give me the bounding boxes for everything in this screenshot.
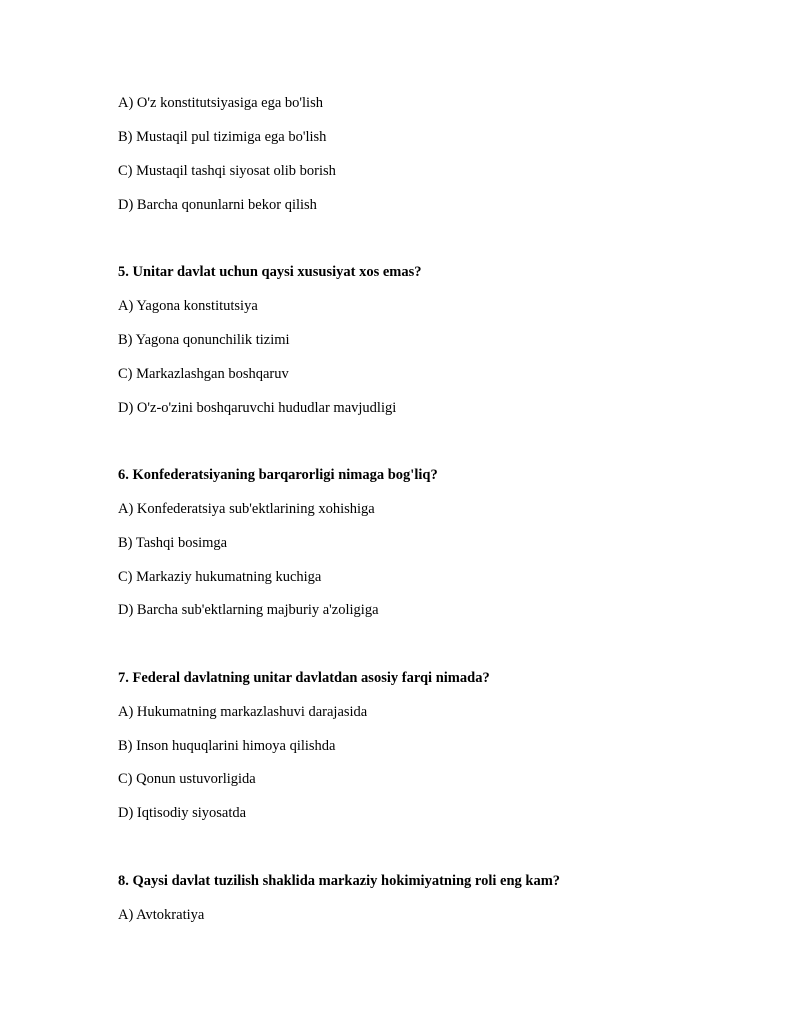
answer-option: A) Konfederatsiya sub'ektlarining xohishiga	[118, 501, 375, 517]
answer-option: D) Barcha qonunlarni bekor qilish	[118, 197, 317, 213]
question-heading: 5. Unitar davlat uchun qaysi xususiyat xos emas?	[118, 264, 422, 280]
answer-option: C) Qonun ustuvorligida	[118, 771, 256, 787]
answer-option: B) Mustaqil pul tizimiga ega bo'lish	[118, 129, 327, 145]
answer-option: C) Markazlashgan boshqaruv	[118, 366, 289, 382]
question-heading: 6. Konfederatsiyaning barqarorligi nimaga bog'liq?	[118, 467, 438, 483]
answer-option: B) Yagona qonunchilik tizimi	[118, 332, 290, 348]
answer-option: B) Tashqi bosimga	[118, 535, 228, 551]
answer-option: A) Hukumatning markazlashuvi darajasida	[118, 704, 368, 720]
answer-option: C) Mustaqil tashqi siyosat olib borish	[118, 163, 336, 179]
question-heading: 8. Qaysi davlat tuzilish shaklida markaziy hokimiyatning roli eng kam?	[118, 873, 561, 889]
answer-option: A) O'z konstitutsiyasiga ega bo'lish	[118, 95, 323, 111]
question-heading: 7. Federal davlatning unitar davlatdan asosiy farqi nimada?	[118, 670, 490, 686]
answer-option: D) O'z-o'zini boshqaruvchi hududlar mavjudligi	[118, 400, 397, 416]
answer-option: A) Yagona konstitutsiya	[118, 298, 258, 314]
answer-option: C) Markaziy hukumatning kuchiga	[118, 569, 322, 585]
answer-option: A) Avtokratiya	[118, 907, 205, 923]
answer-option: D) Iqtisodiy siyosatda	[118, 805, 247, 821]
answer-option: B) Inson huquqlarini himoya qilishda	[118, 738, 336, 754]
answer-option: D) Barcha sub'ektlarning majburiy a'zoligiga	[118, 602, 379, 618]
